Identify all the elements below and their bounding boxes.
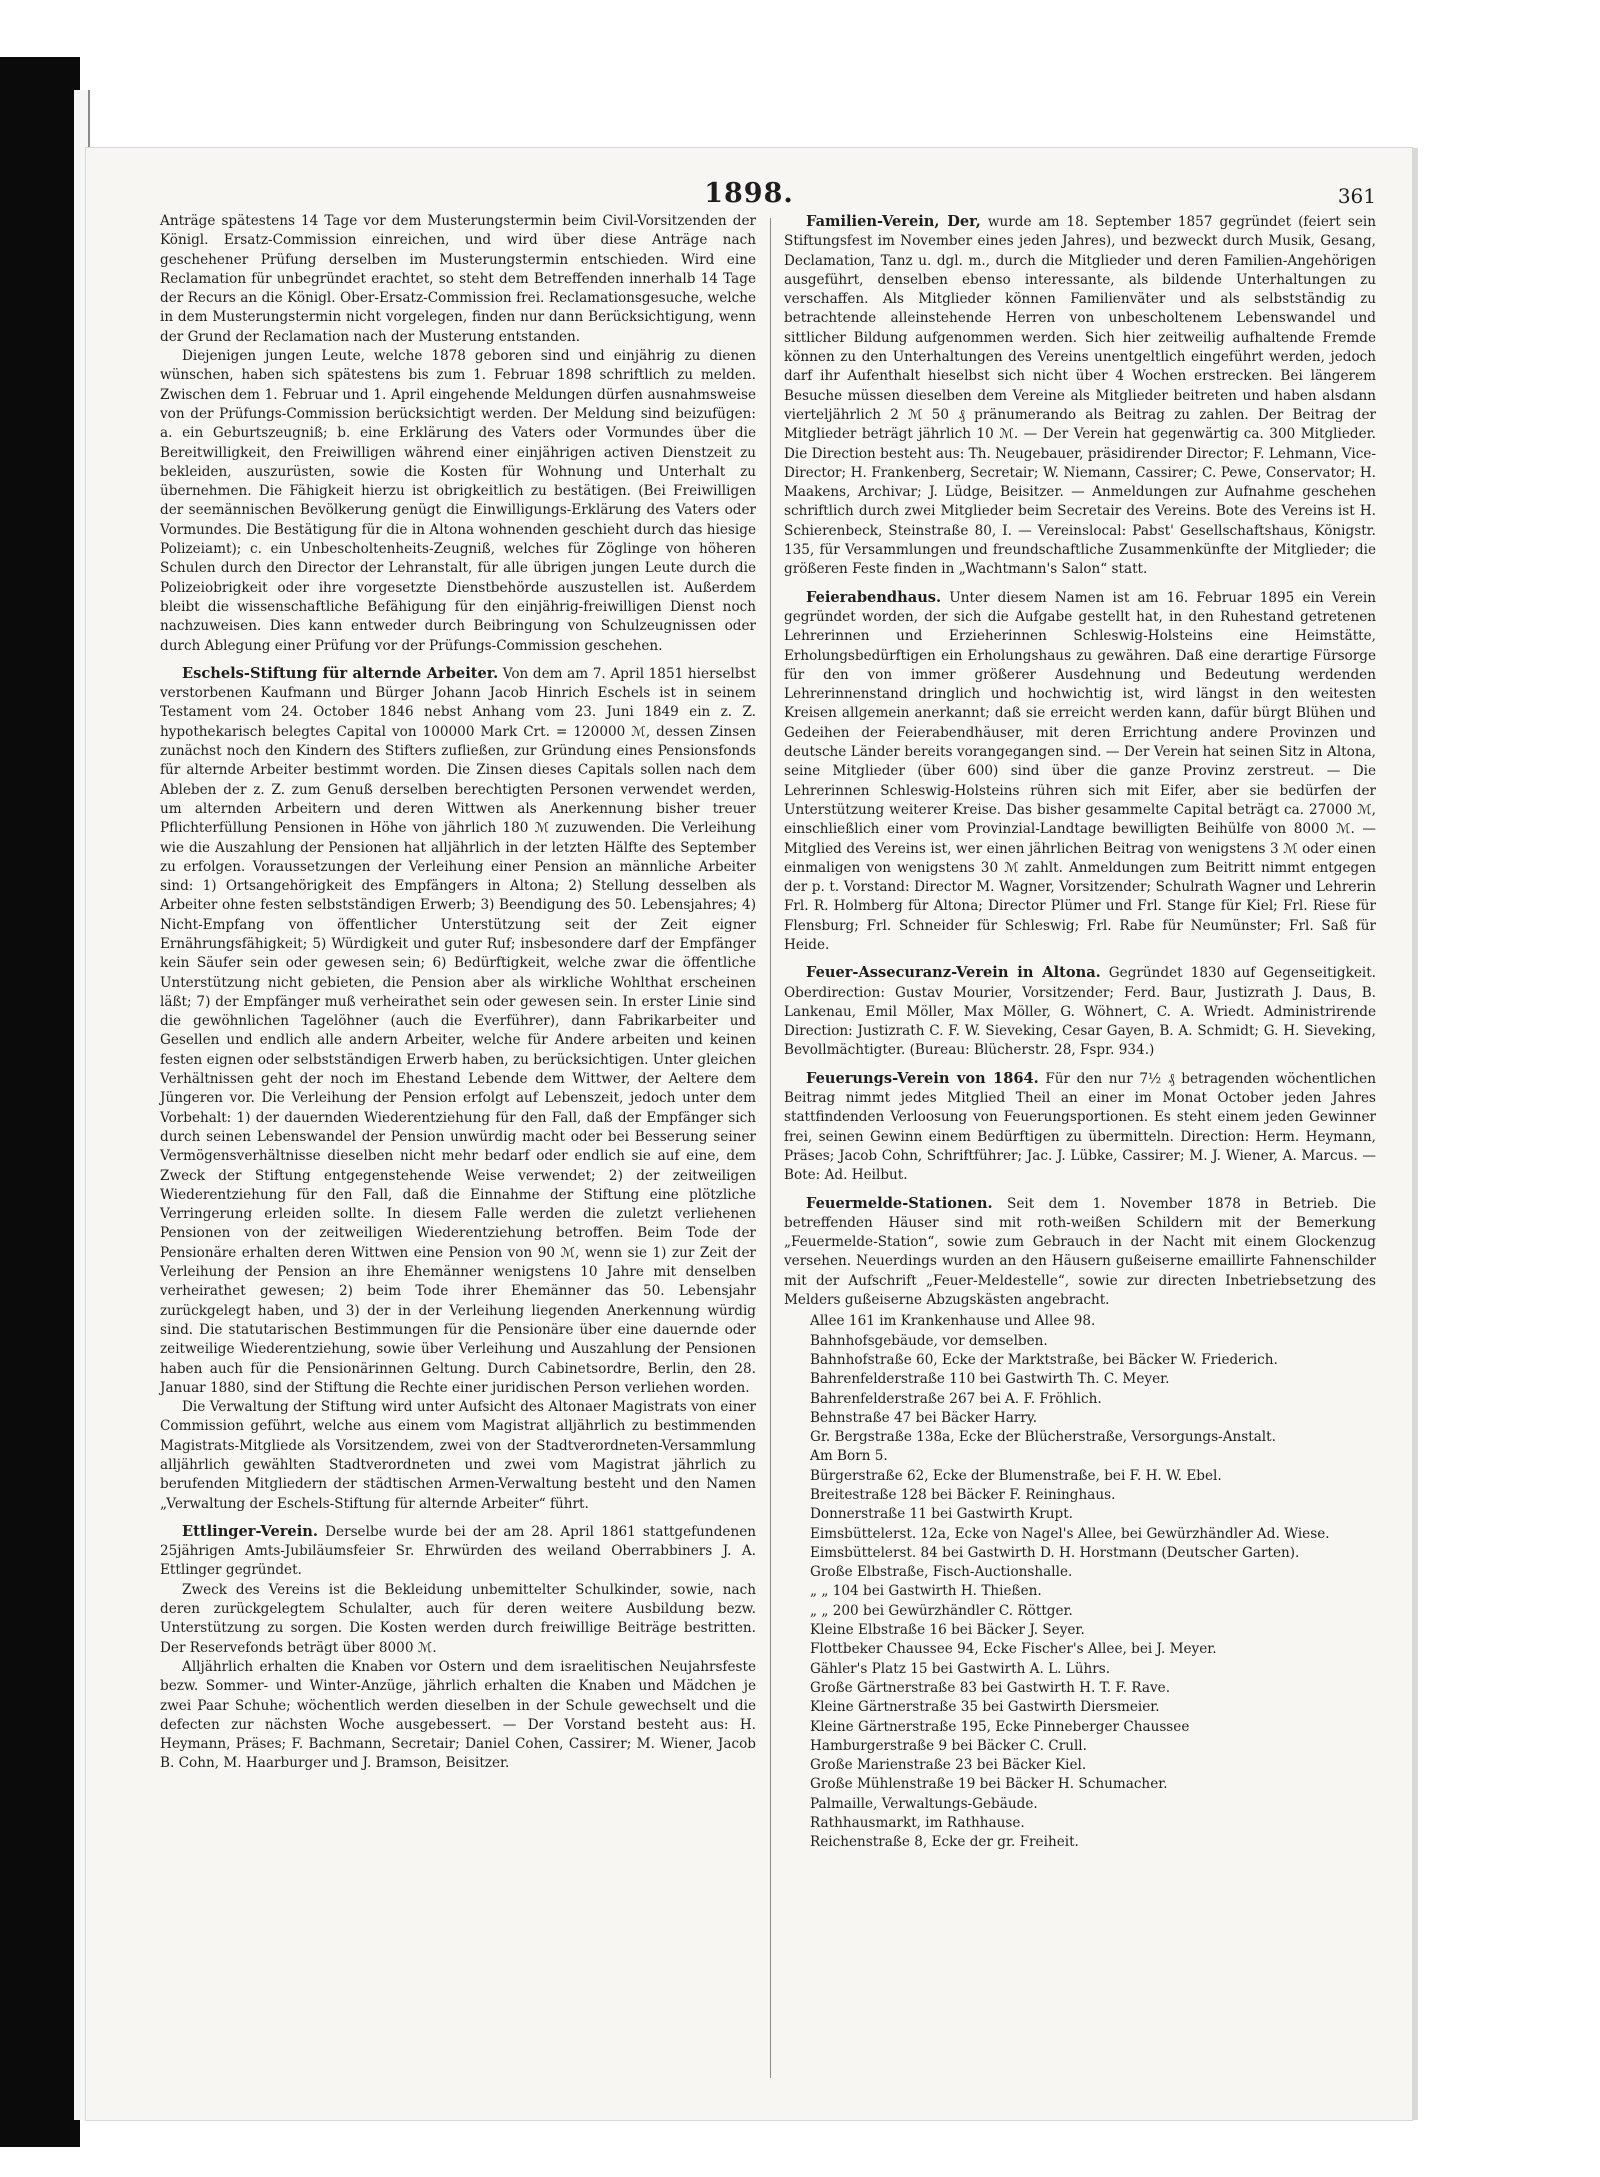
section-text-familien: wurde am 18. September 1857 gegründet (feiert sein Stiftungsfest im November eines jeden Jahres), und bezweckt durch Musik, Gesang, Declamation, Tanz u. dgl. m., durch die Mitglieder und deren Familien-Angehörigen ausgeführt, denselben ebenso interessante, als bildende Unterhaltungen zu verschaffen. Als Mitglieder können Familienväter und als selbstständig zu betrachtende alleinstehende Herren von unbescholtenem Lebenswandel und sittlicher Bildung aufgenommen werden. Sich hier zeitweilig aufhaltende Fremde können zu den Unterhaltungen des Vereins unentgeltlich eingeführt werden, jedoch darf ihr Aufenthalt hieselbst sich nicht über 4 Wochen erstrecken. Bei längerem Besuche müssen dieselben dem Vereine als Mitglieder beitreten und haben alsdann vierteljährlich 2 ℳ 50 ₰ pränumerando als Beitrag zu zahlen. Der Beitrag der Mitglieder beträgt jährlich 10 ℳ. — Der Verein hat gegenwärtig ca. 300 Mitglieder. Die Direction besteht aus: Th. Neugebauer, präsidirender Director; F. Lehmann, Vice-Director; H. Frankenberg, Secretair; W. Niemann, Cassirer; C. Pewe, Conservator; H. Maakens, Archivar; J. Lüdge, Beisitzer. — Anmeldungen zur Aufnahme geschehen schriftlich durch zwei Mitglieder beim Secretair des Vereins. Bote des Vereins ist H. Schierenbeck, Steinstraße 80, I. — Vereinslocal: Pabst' Gesellschaftshaus, Königstr. 135, für Versammlungen und freundschaftliche Zusammenkünfte der Mitglieder; die größeren Feste finden in „Wachtmann's Salon“ statt. xyxy=(784,214,1376,578)
list-item: Gähler's Platz 15 bei Gastwirth A. L. Lührs. xyxy=(810,1660,1111,1677)
list-item: Eimsbüttelerst. 84 bei Gastwirth D. H. Horstmann (Deutscher Garten). xyxy=(810,1544,1300,1561)
section-title-familien: Familien-Verein, Der, xyxy=(806,213,981,230)
section-eschels xyxy=(160,664,756,1398)
section-feuerungs-verein xyxy=(784,1069,1376,1186)
section-ettlinger xyxy=(160,1522,756,1581)
page-year-header: 1898. xyxy=(704,178,794,209)
paragraph-reclamation: Anträge spätestens 14 Tage vor dem Musterungstermin beim Civil-Vorsitzenden der Königl. Ersatz-Commission einreichen, und wird über diese Anträge nach geschehener Prüfung derselben im Musterungstermin entschieden. Wird eine Reclamation für unbegründet erachtet, so steht dem Betreffenden innerhalb 14 Tage der Recurs an die Königl. Ober-Ersatz-Commission frei. Reclamationsgesuche, welche in dem Musterungstermin nicht vorgelegen, finden nur dann Berücksichtigung, wenn der Grund der Reclamation nach der Musterung entstanden. xyxy=(160,213,756,345)
section-title-feierabend: Feierabendhaus. xyxy=(806,588,942,606)
section-text-feuermelde: Seit dem 1. November 1878 in Betrieb. Die betreffenden Häuser sind mit roth-weißen Schildern mit der Bemerkung „Feuermelde-Station“, sowie zum Gebrauch in der Nacht mit einem Glockenzug versehen. Neuerdings wurden an den Häusern gußeiserne emaillirte Fahnenschilder mit der Aufschrift „Feuer-Meldestelle“, sowie zur directen Inbetriebsetzung des Melders gußeiserne Abzugskästen angebracht. xyxy=(784,1195,1376,1309)
list-item: Große Elbstraße, Fisch-Auctionshalle. xyxy=(810,1564,1073,1581)
list-item: Reichenstraße 8, Ecke der gr. Freiheit. xyxy=(810,1834,1079,1851)
page-edge-shadow xyxy=(1412,148,1418,2120)
list-item: Bahrenfelderstraße 267 bei A. F. Fröhlich. xyxy=(810,1390,1102,1407)
list-item: Behnstraße 47 bei Bäcker Harry. xyxy=(810,1409,1038,1426)
section-title-feuerungs: Feuerungs-Verein von 1864. xyxy=(806,1069,1039,1087)
section-text-ettlinger: Derselbe wurde bei der am 28. April 1861 stattgefundenen 25jährigen Amts-Jubiläumsfeier Sr. Ehrwürden des weiland Oberrabbiners J. A. Ettlinger gegründet. xyxy=(160,1523,756,1579)
section-title-eschels: Eschels-Stiftung für alternde Arbeiter. xyxy=(182,664,499,682)
list-item: Gr. Bergstraße 138a, Ecke der Blücherstraße, Versorgungs-Anstalt. xyxy=(810,1429,1276,1446)
list-item: Kleine Gärtnerstraße 35 bei Gastwirth Diersmeier. xyxy=(810,1699,1160,1716)
paragraph-ettlinger-vorstand: Alljährlich erhalten die Knaben vor Ostern und dem israelitischen Neujahrsfeste bezw. Sommer- und Winter-Anzüge, jährlich erhalten die Knaben und Mädchen je zwei Paar Schuhe; wöchentlich werden dieselben in der Schule gewechselt und die defecten zur nächsten Woche ausgebessert. — Der Vorstand besteht aus: H. Heymann, Präses; F. Bachmann, Secretair; Daniel Cohen, Cassirer; M. Wiener, Jacob B. Cohn, M. Haarburger und J. Bramson, Beisitzer. xyxy=(160,1658,756,1772)
section-title-feuermelde: Feuermelde-Stationen. xyxy=(806,1194,993,1212)
list-item: „ „ 104 bei Gastwirth H. Thießen. xyxy=(810,1583,1042,1600)
list-item: Bahrenfelderstraße 110 bei Gastwirth Th. C. Meyer. xyxy=(810,1371,1170,1388)
list-item: Hamburgerstraße 9 bei Bäcker C. Crull. xyxy=(810,1737,1087,1754)
right-column xyxy=(784,212,1376,1853)
list-item: Flottbeker Chaussee 94, Ecke Fischer's Allee, bei J. Meyer. xyxy=(810,1641,1217,1658)
list-item: Am Born 5. xyxy=(810,1448,888,1465)
list-item: Bahnhofstraße 60, Ecke der Marktstraße, bei Bäcker W. Friederich. xyxy=(810,1351,1278,1368)
list-item: Kleine Gärtnerstraße 195, Ecke Pinneberger Chaussee xyxy=(810,1718,1190,1735)
list-item: Bürgerstraße 62, Ecke der Blumenstraße, bei F. H. W. Ebel. xyxy=(810,1467,1222,1484)
list-item: Große Gärtnerstraße 83 bei Gastwirth H. T. F. Rave. xyxy=(810,1679,1171,1696)
section-feuer-assecuranz xyxy=(784,963,1376,1060)
left-column xyxy=(160,212,756,1774)
list-item: Bahnhofsgebäude, vor demselben. xyxy=(810,1332,1048,1349)
list-item: Große Marienstraße 23 bei Bäcker Kiel. xyxy=(810,1757,1087,1774)
section-title-feuer-assecuranz: Feuer-Assecuranz-Verein in Altona. xyxy=(806,964,1101,982)
list-item: Eimsbüttelerst. 12a, Ecke von Nagel's Allee, bei Gewürzhändler Ad. Wiese. xyxy=(810,1525,1330,1542)
list-item: „ „ 200 bei Gewürzhändler C. Röttger. xyxy=(810,1602,1073,1619)
section-familien-verein xyxy=(784,212,1376,580)
list-item: Breitestraße 128 bei Bäcker F. Reininghaus. xyxy=(810,1487,1116,1503)
list-item: Kleine Elbstraße 16 bei Bäcker J. Seyer. xyxy=(810,1622,1085,1639)
section-title-ettlinger: Ettlinger-Verein. xyxy=(182,1522,318,1540)
section-feierabendhaus xyxy=(784,588,1376,956)
section-text-feierabend: Unter diesem Namen ist am 16. Februar 1895 ein Verein gegründet worden, der sich die Aufgabe gestellt hat, in den Ruhestand getretenen Lehrerinnen und Erzieherinnen Schleswig-Holsteins eine Heimstätte, Erholungsbedürftigen ein Erholungshaus zu gewähren. Daß eine derartige Fürsorge für den von immer größerer Ausdehnung und Bedeutung werdenden Lehrerinnenstand dringlich und hochwichtig ist, wird längst in den weitesten Kreisen allgemein anerkannt; daß sie erreicht werden kann, dafür bürgt Blühen und Gedeihen der Feierabendhäuser, mit deren Errichtung andere Provinzen und deutsche Länder bereits vorangegangen sind. — Der Verein hat seinen Sitz in Altona, seine Mitglieder (über 600) sind über die ganze Provinz zerstreut. — Die Lehrerinnen Schleswig-Holsteins rühren sich mit Eifer, aber sie bedürfen der Unterstützung weiterer Kreise. Das bisher gesammelte Capital beträgt ca. 27000 ℳ, einschließlich einer vom Provinzial-Landtage bewilligten Beihülfe von 8000 ℳ. — Mitglied des Vereins ist, wer einen jährlichen Beitrag von wenigstens 3 ℳ oder einen einmaligen von wenigstens 30 ℳ zahlt. Anmeldungen zum Beitritt nimmt entgegen der p. t. Vorstand: Director M. Wagner, Vorsitzender; Schulrath Wagner und Lehrerin Frl. R. Holmberg für Altona; Director Plümer und Frl. Stange für Kiel; Frl. Riese für Flensburg; Frl. Schneider für Schleswig; Frl. Rabe für Neumünster; Frl. Saß für Heide. xyxy=(784,589,1376,953)
list-item: Palmaille, Verwaltungs-Gebäude. xyxy=(810,1795,1038,1812)
document-page xyxy=(86,148,1412,2120)
section-text-feuerungs: Für den nur 7½ ₰ betragenden wöchentlichen Beitrag nimmt jedes Mitglied Theil an einer im Monat October jeden Jahres stattfindenden Verloosung von Feuerungsportionen. Es steht einem jeden Gewinner frei, seinen Gewinn einem Bedürftigen zu übermitteln. Direction: Herm. Heymann, Präses; Jacob Cohn, Schriftführer; Jac. J. Lübke, Cassirer; M. J. Wiener, A. Marcus. — Bote: Ad. Heilbut. xyxy=(784,1070,1376,1184)
list-item: Rathhausmarkt, im Rathhause. xyxy=(810,1815,1025,1832)
paragraph-eschels-verwaltung: Die Verwaltung der Stiftung wird unter Aufsicht des Altonaer Magistrats von einer Commission geführt, welche aus einem vom Magistrat alljährlich zu bestimmenden Magistrats-Mitgliede als Vorsitzendem, zwei von der Stadtverordneten-Versammlung alljährlich gewählten Stadtverordneten und zwei vom Magistrat jährlich zu berufenden Mitgliedern der städtischen Armen-Verwaltung besteht und den Namen „Verwaltung der Eschels-Stiftung für alternde Arbeiter“ führt. xyxy=(160,1399,756,1512)
list-item: Große Mühlenstraße 19 bei Bäcker H. Schumacher. xyxy=(810,1776,1168,1793)
station-list xyxy=(810,1312,1376,1852)
book-edge xyxy=(0,57,80,2147)
section-text-eschels: Von dem am 7. April 1851 hierselbst verstorbenen Kaufmann und Bürger Johann Jacob Hinrich Eschels ist in seinem Testament vom 24. October 1846 nebst Anhang vom 23. Juni 1849 ein z. Z. hypothekarisch belegtes Capital von 100000 Mark Crt. = 120000 ℳ, dessen Zinsen zunächst noch den Kindern des Stifters zufließen, zur Gründung eines Pensionsfonds für alternde Arbeiter bestimmt worden. Die Zinsen dieses Capitals sollen nach dem Ableben der z. Z. zum Genuß derselben berechtigten Personen verwendet werden, um alternden Arbeitern und deren Wittwen als Anerkennung bisher treuer Pflichterfüllung Pensionen in Höhe von jährlich 180 ℳ zuzuwenden. Die Verleihung wie die Auszahlung der Pensionen hat alljährlich in der letzten Hälfte des September zu erfolgen. Voraussetzungen der Verleihung einer Pension an männliche Arbeiter sind: 1) Ortsangehörigkeit des Empfängers in Altona; 2) Stellung desselben als Arbeiter ohne festen selbstständigen Erwerb; 3) Beendigung des 50. Lebensjahres; 4) Nicht-Empfang von öffentlicher Unterstützung seit der Zeit eigner Ernährungsfähigkeit; 5) Würdigkeit und guter Ruf; insbesondere darf der Empfänger kein Säufer sein oder gewesen sein; 6) Bedürftigkeit, welche zwar die öffentliche Unterstützung nicht gebieten, die Pension aber als wirkliche Wohlthat erscheinen läßt; 7) der Empfänger muß verheirathet sein oder gewesen sein. In erster Linie sind die gewöhnlichen Tagelöhner (auch die Everführer), dann Fabrikarbeiter und Gesellen und endlich alle andern Arbeiter, welche für Andere arbeiten und keinen festen eignen oder selbstständigen Erwerb haben, zu berücksichtigen. Unter gleichen Verhältnissen geht der noch im Ehestand Lebende dem Wittwer, der Aeltere dem Jüngeren vor. Die Verleihung der Pension erfolgt auf Lebenszeit, jedoch unter dem Vorbehalt: 1) der dauernden Wiederentziehung für den Fall, daß der Empfänger sich durch seinen Lebenswandel der Pension unwürdig macht oder bei Besserung seiner Vermögensverhältnisse dieselben nicht mehr bedarf oder endlich sie auf eine, dem Zweck der Stiftung entgegenstehende Weise verwendet; 2) der zeitweiligen Wiederentziehung für den Fall, daß die Einnahme der Stiftung eine plötzliche Verringerung erleiden sollte. In diesem Falle werden die zuletzt verliehenen Pensionen von der zeitweiligen Wiederentziehung betroffen. Beim Tode der Pensionäre erhalten deren Wittwen eine Pension von 90 ℳ, wenn sie 1) zur Zeit der Verleihung der Pension an ihre Ehemänner wenigstens 10 Jahre mit denselben verheirathet gewesen; 2) beim Tode ihrer Ehemänner das 50. Lebensjahr zurückgelegt haben, und 3) der in der Verleihung liegenden Anerkennung würdig sind. Die statutarischen Bestimmungen für die Pensionäre über eine dauernde oder zeitweilige Wiederentziehung, sowie über Verleihung und Auszahlung der Pensionen haben auch für die Pensionärinnen Geltung. Durch Cabinetsordre, Berlin, den 28. Januar 1880, sind der Stiftung die Rechte einer juridischen Person verliehen worden. xyxy=(160,665,757,1396)
list-item: Donnerstraße 11 bei Gastwirth Krupt. xyxy=(810,1506,1073,1523)
paragraph-ettlinger-zweck: Zweck des Vereins ist die Bekleidung unbemittelter Schulkinder, sowie, nach deren zurückgelegtem Schulalter, auch für deren weitere Ausbildung bezw. Unterstützung zu sorgen. Die Kosten werden durch freiwillige Beiträge bestritten. Der Reservefonds beträgt über 8000 ℳ. xyxy=(160,1581,756,1656)
page-number: 361 xyxy=(1337,184,1376,208)
column-divider xyxy=(770,218,771,2078)
paragraph-einjaehrig: Diejenigen jungen Leute, welche 1878 geboren sind und einjährig zu dienen wünschen, haben sich spätestens bis zum 1. Februar 1898 schriftlich zu melden. Zwischen dem 1. Februar und 1. April eingehende Meldungen dürfen ausnahmsweise von der Prüfungs-Commission berücksichtigt werden. Der Meldung sind beizufügen: a. ein Geburtszeugniß; b. eine Erklärung des Vaters oder Vormundes über die Bereitwilligkeit, den Freiwilligen während einer einjährigen activen Dienstzeit zu bekleiden, auszurüsten, sowie die Kosten für Wohnung und Unterhalt zu übernehmen. Die Fähigkeit hierzu ist obrigkeitlich zu bestätigen. (Bei Freiwilligen der seemännischen Bevölkerung genügt die Einwilligungs-Erklärung des Vaters oder Vormundes. Die Bestätigung für die in Altona wohnenden geschieht durch das hiesige Polizeiamt); c. ein Unbescholtenheits-Zeugniß, welches für Zöglinge von höheren Schulen durch den Director der Lehranstalt, für alle übrigen jungen Leute durch die Polizeiobrigkeit oder ihre vorgesetzte Dienstbehörde auszustellen ist. Außerdem bleibt die wissenschaftliche Befähigung für den einjährig-freiwilligen Dienst noch nachzuweisen. Dies kann entweder durch Beibringung von Schulzeugnissen oder durch Ablegung einer Prüfung vor der Prüfungs-Commission geschehen. xyxy=(160,348,756,654)
section-feuermelde-stationen xyxy=(784,1194,1376,1311)
section-text-feuer-assecuranz: Gegründet 1830 auf Gegenseitigkeit. Oberdirection: Gustav Mourier, Vorsitzender; Ferd. Baur, Justizrath J. Daus, B. Lankenau, Emil Möller, Max Möller, G. Wöhnert, C. A. Wriedt. Administrirende Direction: Justizrath C. F. W. Sieveking, Cesar Gayen, B. A. Schmidt; G. H. Sieveking, Bevollmächtigter. (Bureau: Blücherstr. 28, Fspr. 934.) xyxy=(784,965,1377,1059)
list-item: Allee 161 im Krankenhause und Allee 98. xyxy=(810,1313,1096,1330)
